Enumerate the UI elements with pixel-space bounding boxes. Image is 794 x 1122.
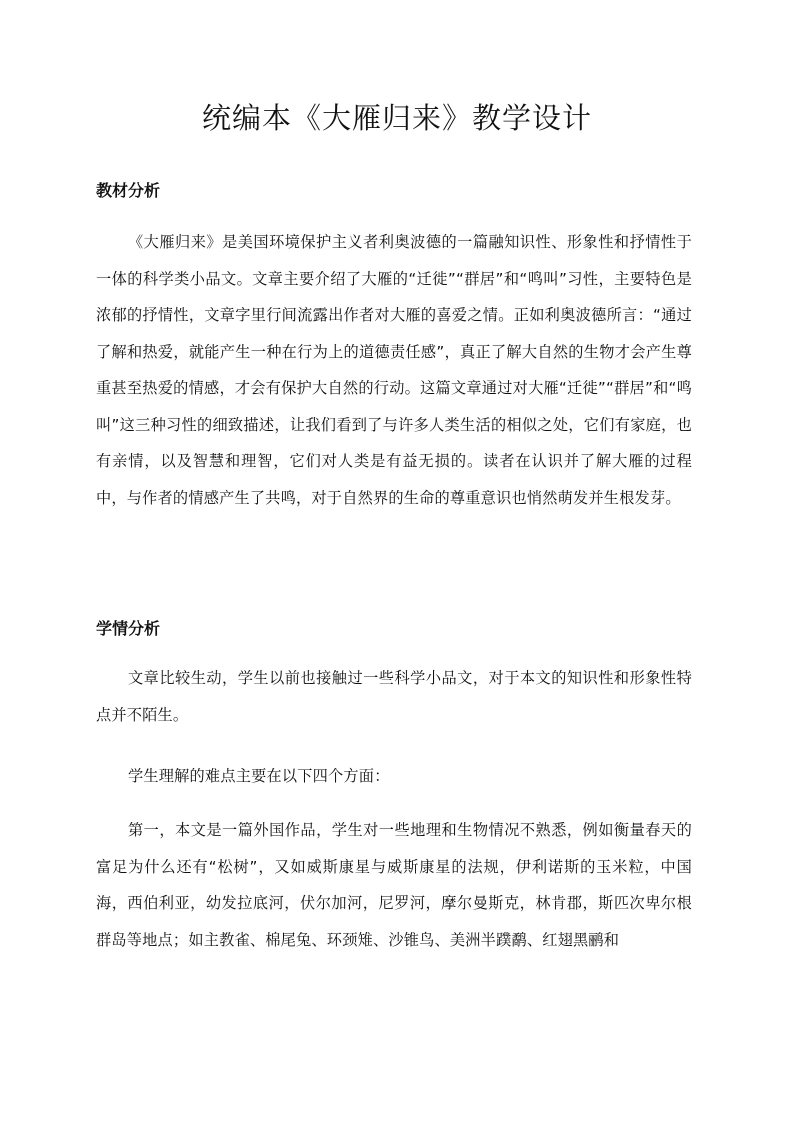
paragraph-textbook-analysis: 《大雁归来》是美国环境保护主义者利奥波德的一篇融知识性、形象性和抒情性于一体的科学类小品文。文章主要介绍了大雁的“迁徙”“群居”和“鸣叫”习性，主要特色是浓郁的抒情性，文章字里行间流露出作者对大雁的喜爱之情。正如利奥波德所言：“通过了解和热爱，就能产生一种在行为上的道德责任感”，真正了解大自然的生物才会产生尊重甚至热爱的情感，才会有保护大自然的行动。这篇文章通过对大雁“迁徙”“群居”和“鸣叫”这三种习性的细致描述，让我们看到了与许多人类生活的相似之处，它们有家庭，也有亲情，以及智慧和理智，它们对人类是有益无损的。读者在认识并了解大雁的过程中，与作者的情感产生了共鸣，对于自然界的生命的尊重意识也悄然萌发并生根发芽。: [96, 233, 692, 507]
section-heading-textbook-analysis: 教材分析: [96, 181, 161, 200]
document-title: 统编本《大雁归来》教学设计: [201, 101, 592, 135]
section-heading-learner-analysis: 学情分析: [96, 619, 161, 638]
paragraph-learner-analysis-2: 学生理解的难点主要在以下四个方面：: [128, 767, 390, 785]
paragraph-learner-analysis-1: 文章比较生动，学生以前也接触过一些科学小品文，对于本文的知识性和形象性特点并不陌生。: [96, 669, 692, 724]
paragraph-learner-analysis-3: 第一，本文是一篇外国作品，学生对一些地理和生物情况不熟悉，例如衡量春天的富足为什么还有“松树”，又如威斯康星与威斯康星的法规，伊利诺斯的玉米粒，中国海，西伯利亚，幼发拉底河，伏尔加河，尼罗河，摩尔曼斯克，林肯郡，斯匹次卑尔根群岛等地点；如主教雀、棉尾兔、环颈雉、沙锥鸟、美洲半蹼鹬、红翅黑鹂和: [96, 821, 692, 949]
